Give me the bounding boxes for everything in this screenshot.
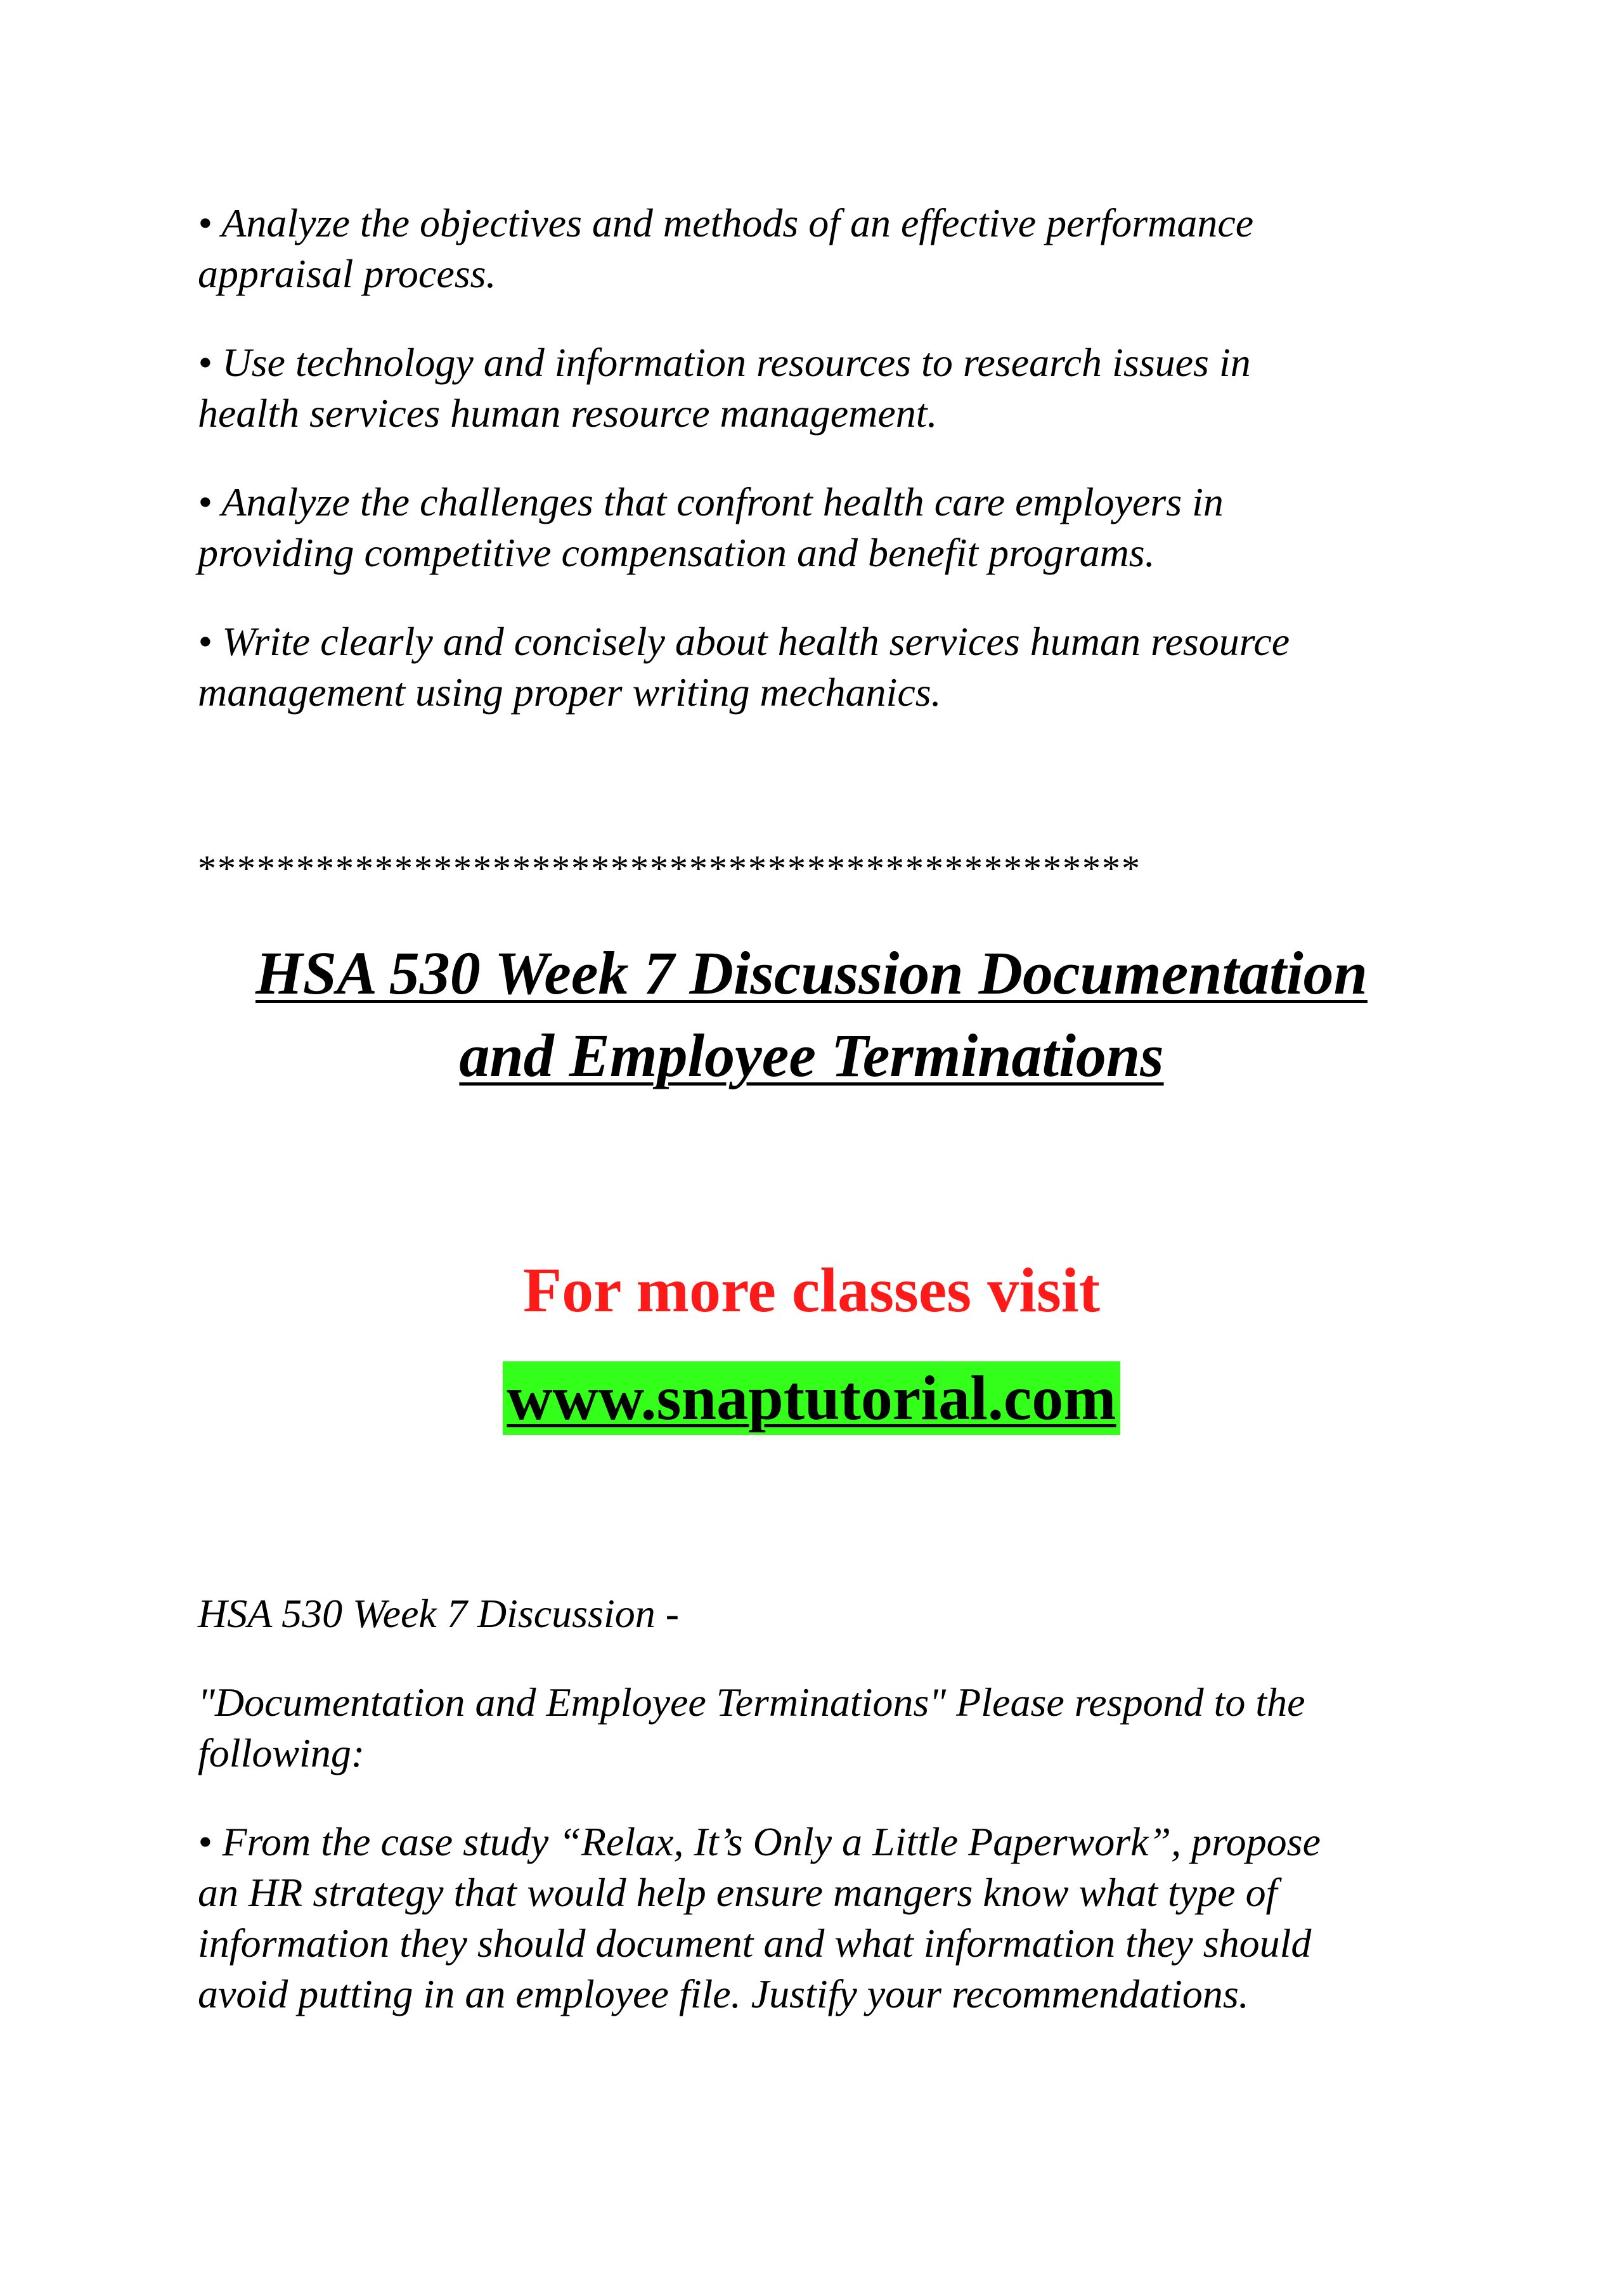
discussion-intro: "Documentation and Employee Terminations" Please respond to the following: (198, 1680, 1305, 1775)
title-line-2: and Employee Terminations (459, 1022, 1164, 1089)
objective-4: • Write clearly and concisely about health services human resource management using proper writing mechanics. (198, 619, 1290, 715)
objective-3: • Analyze the challenges that confront health care employers in providing competitive compensation and benefit programs. (198, 479, 1224, 575)
promo-text: For more classes visit (522, 1255, 1100, 1325)
objective-1: • Analyze the objectives and methods of an effective performance appraisal process. (198, 200, 1254, 296)
separator-line: ************************************************ (198, 848, 1141, 889)
title-line-1: HSA 530 Week 7 Discussion Documentation (255, 939, 1368, 1007)
discussion-heading: HSA 530 Week 7 Discussion - (198, 1591, 680, 1636)
discussion-bullet: • From the case study “Relax, It’s Only a Little Paperwork”, propose an HR strategy that would help ensure mangers know what type of information they should document and what information they should avoid putting in an employee file. Justify your recommendations. (198, 1819, 1321, 2016)
promo-link-row (0, 1360, 1623, 1436)
website-link[interactable]: www.snaptutorial.com (503, 1361, 1120, 1435)
objective-2: • Use technology and information resources to research issues in health services human resource management. (198, 340, 1251, 436)
